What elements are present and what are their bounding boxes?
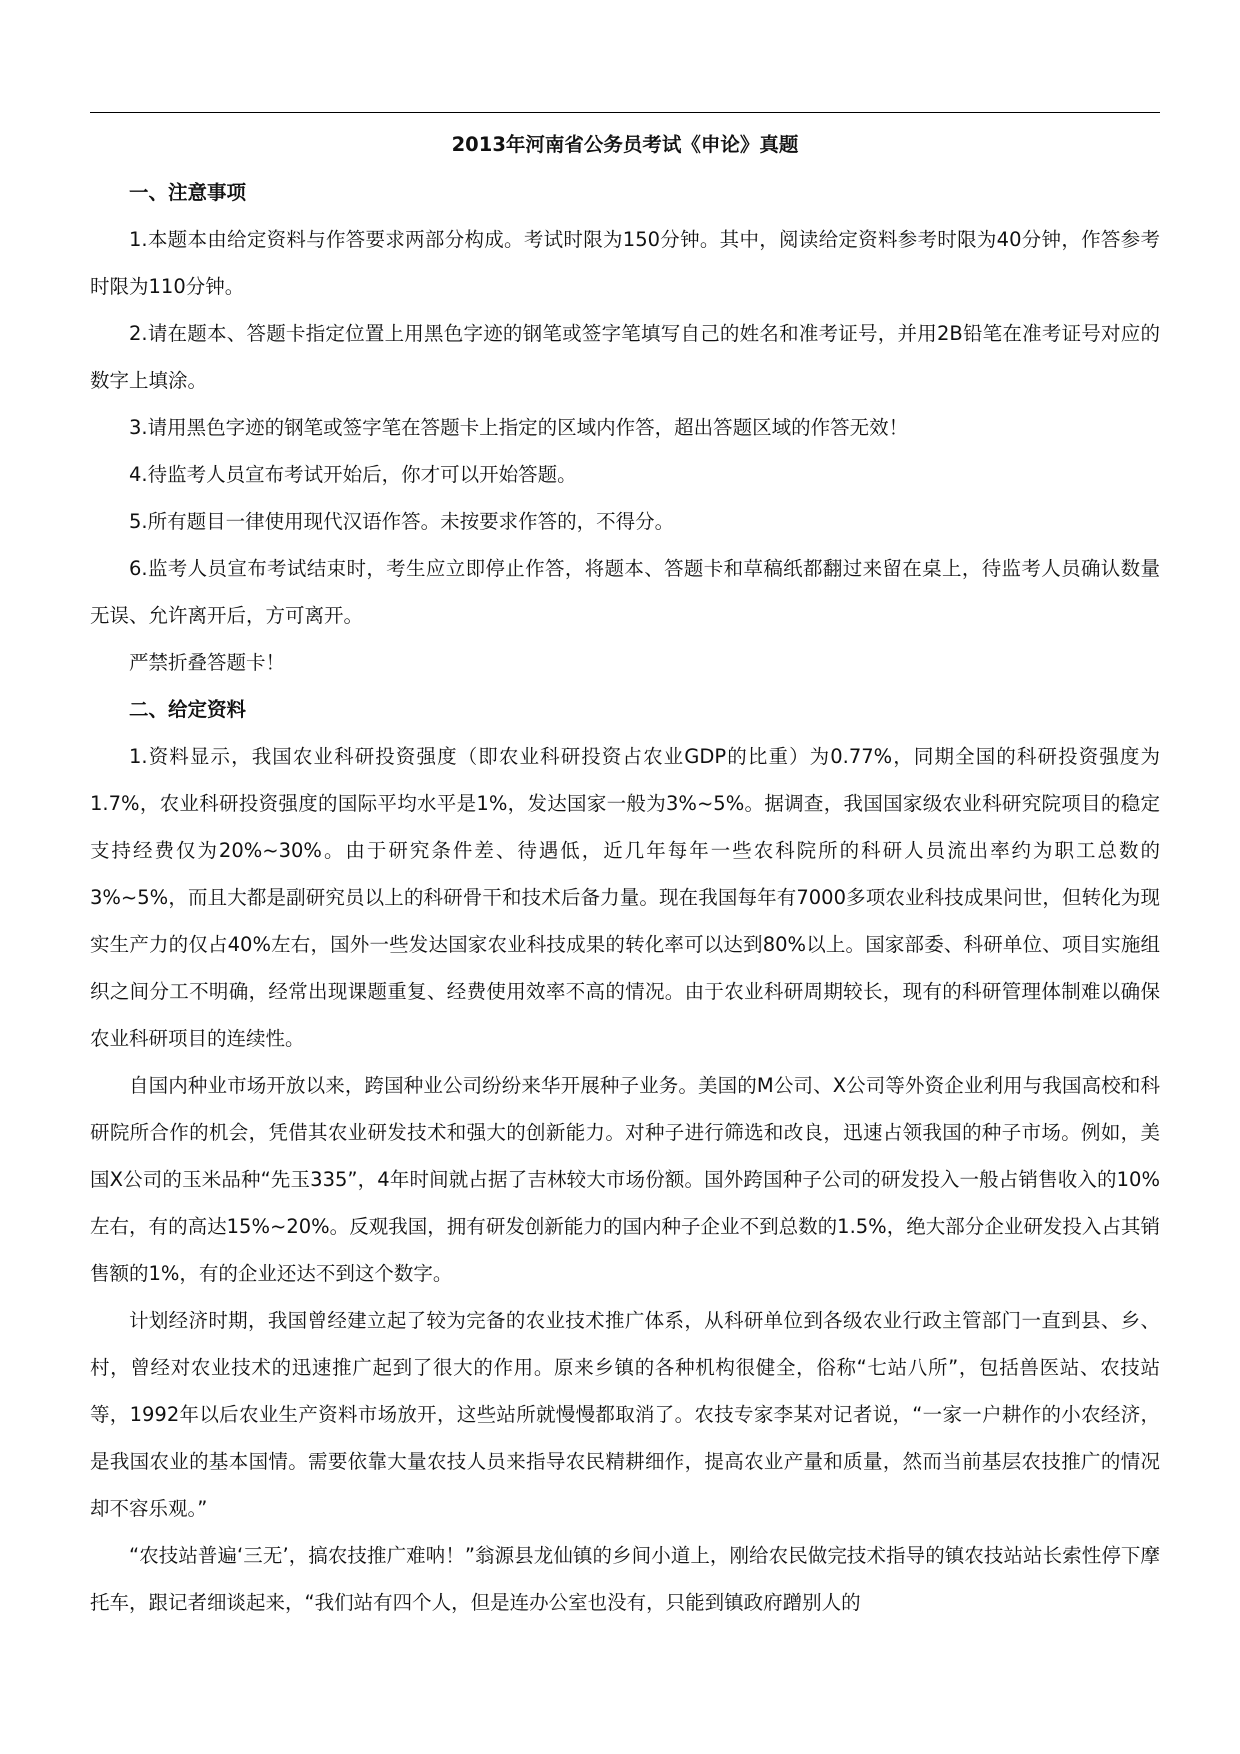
note-paragraph: 2.请在题本、答题卡指定位置上用黑色字迹的钢笔或签字笔填写自己的姓名和准考证号，并用2B铅笔在准考证号对应的数字上填涂。 bbox=[90, 322, 1160, 392]
note-paragraph: 1.本题本由给定资料与作答要求两部分构成。考试时限为150分钟。其中，阅读给定资料参考时限为40分钟，作答参考时限为110分钟。 bbox=[90, 228, 1160, 298]
material-paragraph: 1.资料显示，我国农业科研投资强度（即农业科研投资占农业GDP的比重）为0.77%，同期全国的科研投资强度为1.7%，农业科研投资强度的国际平均水平是1%，发达国家一般为3%~5%。据调查，我国国家级农业科研究院项目的稳定支持经费仅为20%~30%。由于研究条件差、待遇低，近几年每年一些农科院所的科研人员流出率约为职工总数的3%~5%，而且大都是副研究员以上的科研骨干和技术后备力量。现在我国每年有7000多项农业科技成果问世，但转化为现实生产力的仅占40%左右，国外一些发达国家农业科技成果的转化率可以达到80%以上。国家部委、科研单位、项目实施组织之间分工不明确，经常出现课题重复、经费使用效率不高的情况。由于农业科研周期较长，现有的科研管理体制难以确保农业科研项目的连续性。 bbox=[90, 745, 1160, 1050]
note-paragraph: 4.待监考人员宣布考试开始后，你才可以开始答题。 bbox=[129, 463, 577, 486]
document-body bbox=[90, 169, 1160, 1626]
note-paragraph: 3.请用黑色字迹的钢笔或签字笔在答题卡上指定的区域内作答，超出答题区域的作答无效！ bbox=[129, 416, 909, 439]
note-paragraph: 5.所有题目一律使用现代汉语作答。未按要求作答的，不得分。 bbox=[129, 510, 675, 533]
header-rule bbox=[90, 112, 1160, 113]
document-title: 2013年河南省公务员考试《申论》真题 bbox=[451, 133, 799, 156]
section-heading-notes: 一、注意事项 bbox=[129, 181, 247, 204]
note-paragraph: 严禁折叠答题卡！ bbox=[129, 651, 286, 674]
document-page bbox=[90, 0, 1160, 1754]
material-paragraph: 计划经济时期，我国曾经建立起了较为完备的农业技术推广体系，从科研单位到各级农业行政主管部门一直到县、乡、村，曾经对农业技术的迅速推广起到了很大的作用。原来乡镇的各种机构很健全，俗称“七站八所”，包括兽医站、农技站等，1992年以后农业生产资料市场放开，这些站所就慢慢都取消了。农技专家李某对记者说，“一家一户耕作的小农经济，是我国农业的基本国情。需要依靠大量农技人员来指导农民精耕细作，提高农业产量和质量，然而当前基层农技推广的情况却不容乐观。” bbox=[90, 1309, 1160, 1520]
material-paragraph: “农技站普遍‘三无’，搞农技推广难呐！”翁源县龙仙镇的乡间小道上，刚给农民做完技术指导的镇农技站站长索性停下摩托车，跟记者细谈起来，“我们站有四个人，但是连办公室也没有，只能到镇政府蹭别人的 bbox=[90, 1544, 1160, 1614]
note-paragraph: 6.监考人员宣布考试结束时，考生应立即停止作答，将题本、答题卡和草稿纸都翻过来留在桌上，待监考人员确认数量无误、允许离开后，方可离开。 bbox=[90, 557, 1160, 627]
material-paragraph: 自国内种业市场开放以来，跨国种业公司纷纷来华开展种子业务。美国的M公司、X公司等外资企业利用与我国高校和科研院所合作的机会，凭借其农业研发技术和强大的创新能力。对种子进行筛选和改良，迅速占领我国的种子市场。例如，美国X公司的玉米品种“先玉335”，4年时间就占据了吉林较大市场份额。国外跨国种子公司的研发投入一般占销售收入的10%左右，有的高达15%~20%。反观我国，拥有研发创新能力的国内种子企业不到总数的1.5%，绝大部分企业研发投入占其销售额的1%，有的企业还达不到这个数字。 bbox=[90, 1074, 1160, 1285]
section-heading-materials: 二、给定资料 bbox=[129, 698, 247, 721]
